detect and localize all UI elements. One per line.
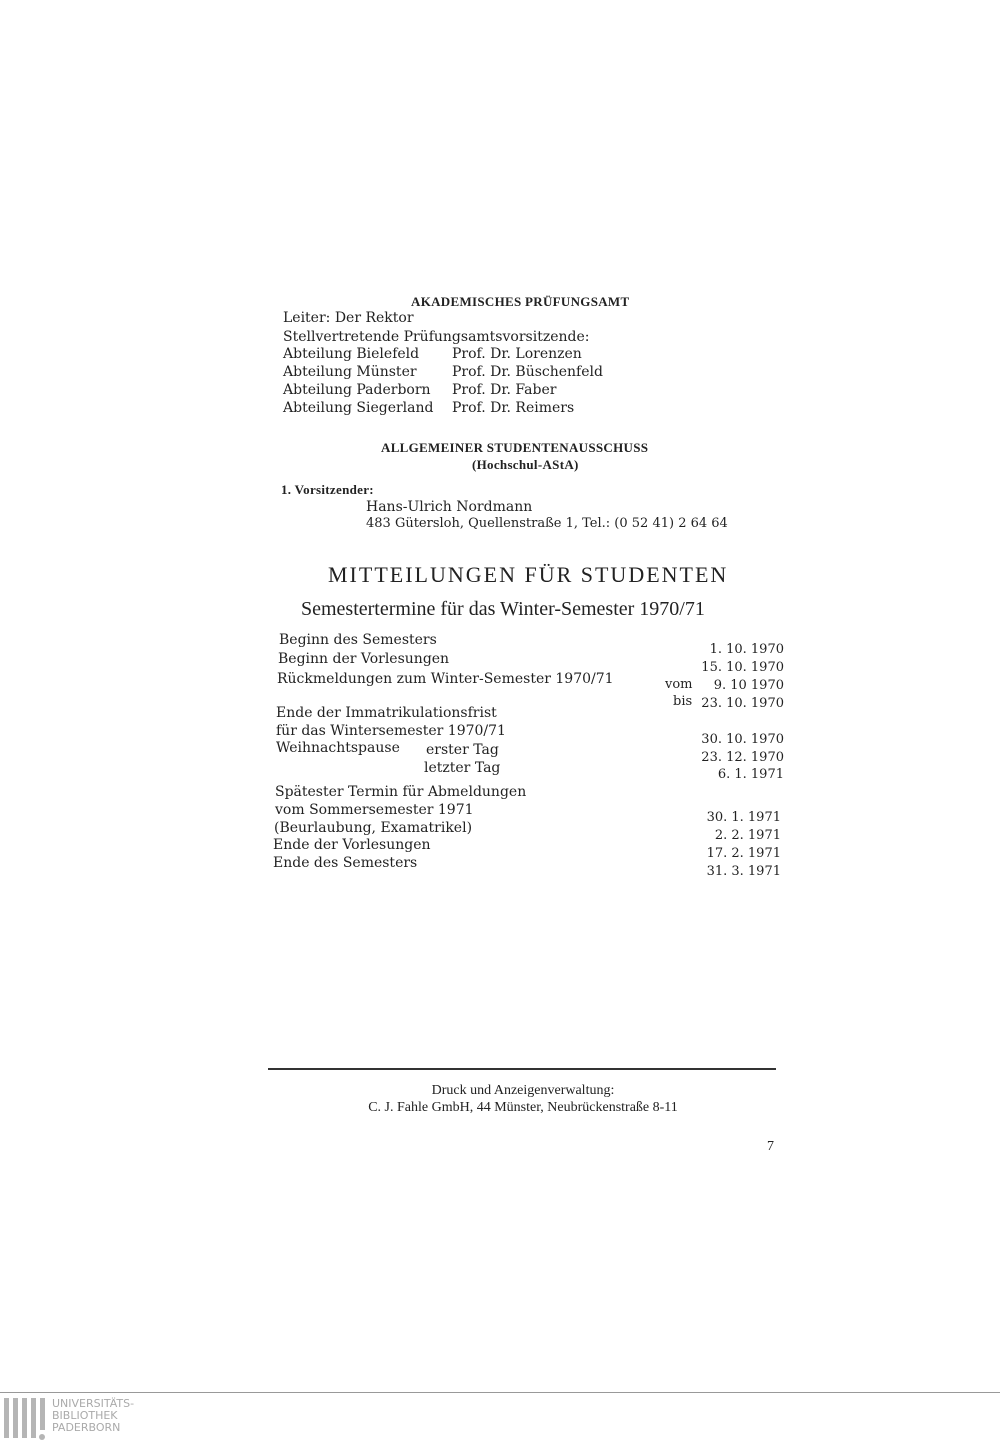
asta-vorsitz-name: Hans-Ulrich Nordmann xyxy=(366,499,533,515)
mitteilungen-subtitle: Semestertermine für das Winter-Semester 1970/71 xyxy=(301,598,705,620)
termin-prefix-bis: bis xyxy=(673,694,693,709)
termin-label: Ende der Vorlesungen xyxy=(273,837,431,853)
library-logo-text-3: PADERBORN xyxy=(52,1421,121,1434)
termin-date: 23. 10. 1970 xyxy=(701,696,784,711)
pruefungsamt-leiter: Leiter: Der Rektor xyxy=(283,310,414,326)
pruefungsamt-name: Prof. Dr. Reimers xyxy=(452,400,575,416)
termin-label: Weihnachtspause xyxy=(276,740,400,756)
pruefungsamt-row xyxy=(283,346,582,362)
termin-date: 30. 10. 1970 xyxy=(701,732,784,747)
termin-label: Beginn der Vorlesungen xyxy=(278,651,450,667)
asta-vorsitz-address: 483 Gütersloh, Quellenstraße 1, Tel.: (0 52 41) 2 64 64 xyxy=(366,516,728,531)
pruefungsamt-dept: Abteilung Siegerland xyxy=(283,400,434,416)
termin-label: vom Sommersemester 1971 xyxy=(275,802,474,818)
library-logo-text-2: BIBLIOTHEK xyxy=(52,1409,118,1422)
termin-label: Ende des Semesters xyxy=(273,855,418,871)
termin-prefix-vom: vom xyxy=(665,677,693,692)
termin-label: Ende der Immatrikulationsfrist xyxy=(276,705,497,721)
termin-date: 31. 3. 1971 xyxy=(706,864,781,879)
termin-date: 15. 10. 1970 xyxy=(701,660,784,675)
termin-date: 9. 10 1970 xyxy=(713,678,784,693)
termin-sublabel: letzter Tag xyxy=(424,760,501,776)
pruefungsamt-dept: Abteilung Paderborn xyxy=(283,382,431,398)
asta-vorsitz-label: 1. Vorsitzender: xyxy=(281,482,374,497)
termin-label: Beginn des Semesters xyxy=(279,632,437,648)
pruefungsamt-row xyxy=(283,364,603,380)
pruefungsamt-row xyxy=(283,382,556,398)
pruefungsamt-dept: Abteilung Bielefeld xyxy=(283,346,420,362)
pruefungsamt-stellvertreter-label: Stellvertretende Prüfungsamtsvorsitzende: xyxy=(283,329,590,345)
pruefungsamt-name: Prof. Dr. Faber xyxy=(452,382,557,398)
pruefungsamt-dept: Abteilung Münster xyxy=(283,364,417,380)
footer-rule xyxy=(268,1068,776,1070)
pruefungsamt-title: AKADEMISCHES PRÜFUNGSAMT xyxy=(411,294,630,309)
library-logo-text-1: UNIVERSITÄTS- xyxy=(52,1397,135,1410)
termin-date: 1. 10. 1970 xyxy=(709,642,784,657)
termin-label: für das Wintersemester 1970/71 xyxy=(276,723,506,739)
asta-title: ALLGEMEINER STUDENTENAUSSCHUSS xyxy=(381,440,649,455)
mitteilungen-title: MITTEILUNGEN FÜR STUDENTEN xyxy=(328,562,729,587)
termin-label: (Beurlaubung, Examatrikel) xyxy=(274,820,473,836)
page-number: 7 xyxy=(767,1139,774,1154)
termin-date: 17. 2. 1971 xyxy=(706,846,781,861)
footer-printer-address: C. J. Fahle GmbH, 44 Münster, Neubrückenstraße 8-11 xyxy=(368,1100,678,1115)
termin-date: 23. 12. 1970 xyxy=(701,750,784,765)
pruefungsamt-name: Prof. Dr. Büschenfeld xyxy=(452,364,603,380)
pruefungsamt-name: Prof. Dr. Lorenzen xyxy=(452,346,582,362)
asta-subtitle: (Hochschul-AStA) xyxy=(472,457,579,472)
footer-printer-label: Druck und Anzeigenverwaltung: xyxy=(431,1083,615,1098)
termin-date: 30. 1. 1971 xyxy=(706,810,781,825)
termin-label: Rückmeldungen zum Winter-Semester 1970/71 xyxy=(277,671,614,687)
termin-sublabel: erster Tag xyxy=(426,742,499,758)
scan-bottom-line xyxy=(0,1392,1000,1393)
pruefungsamt-row xyxy=(283,400,574,416)
termin-date: 2. 2. 1971 xyxy=(714,828,781,843)
termin-label: Spätester Termin für Abmeldungen xyxy=(275,784,527,800)
termin-date: 6. 1. 1971 xyxy=(717,767,784,782)
